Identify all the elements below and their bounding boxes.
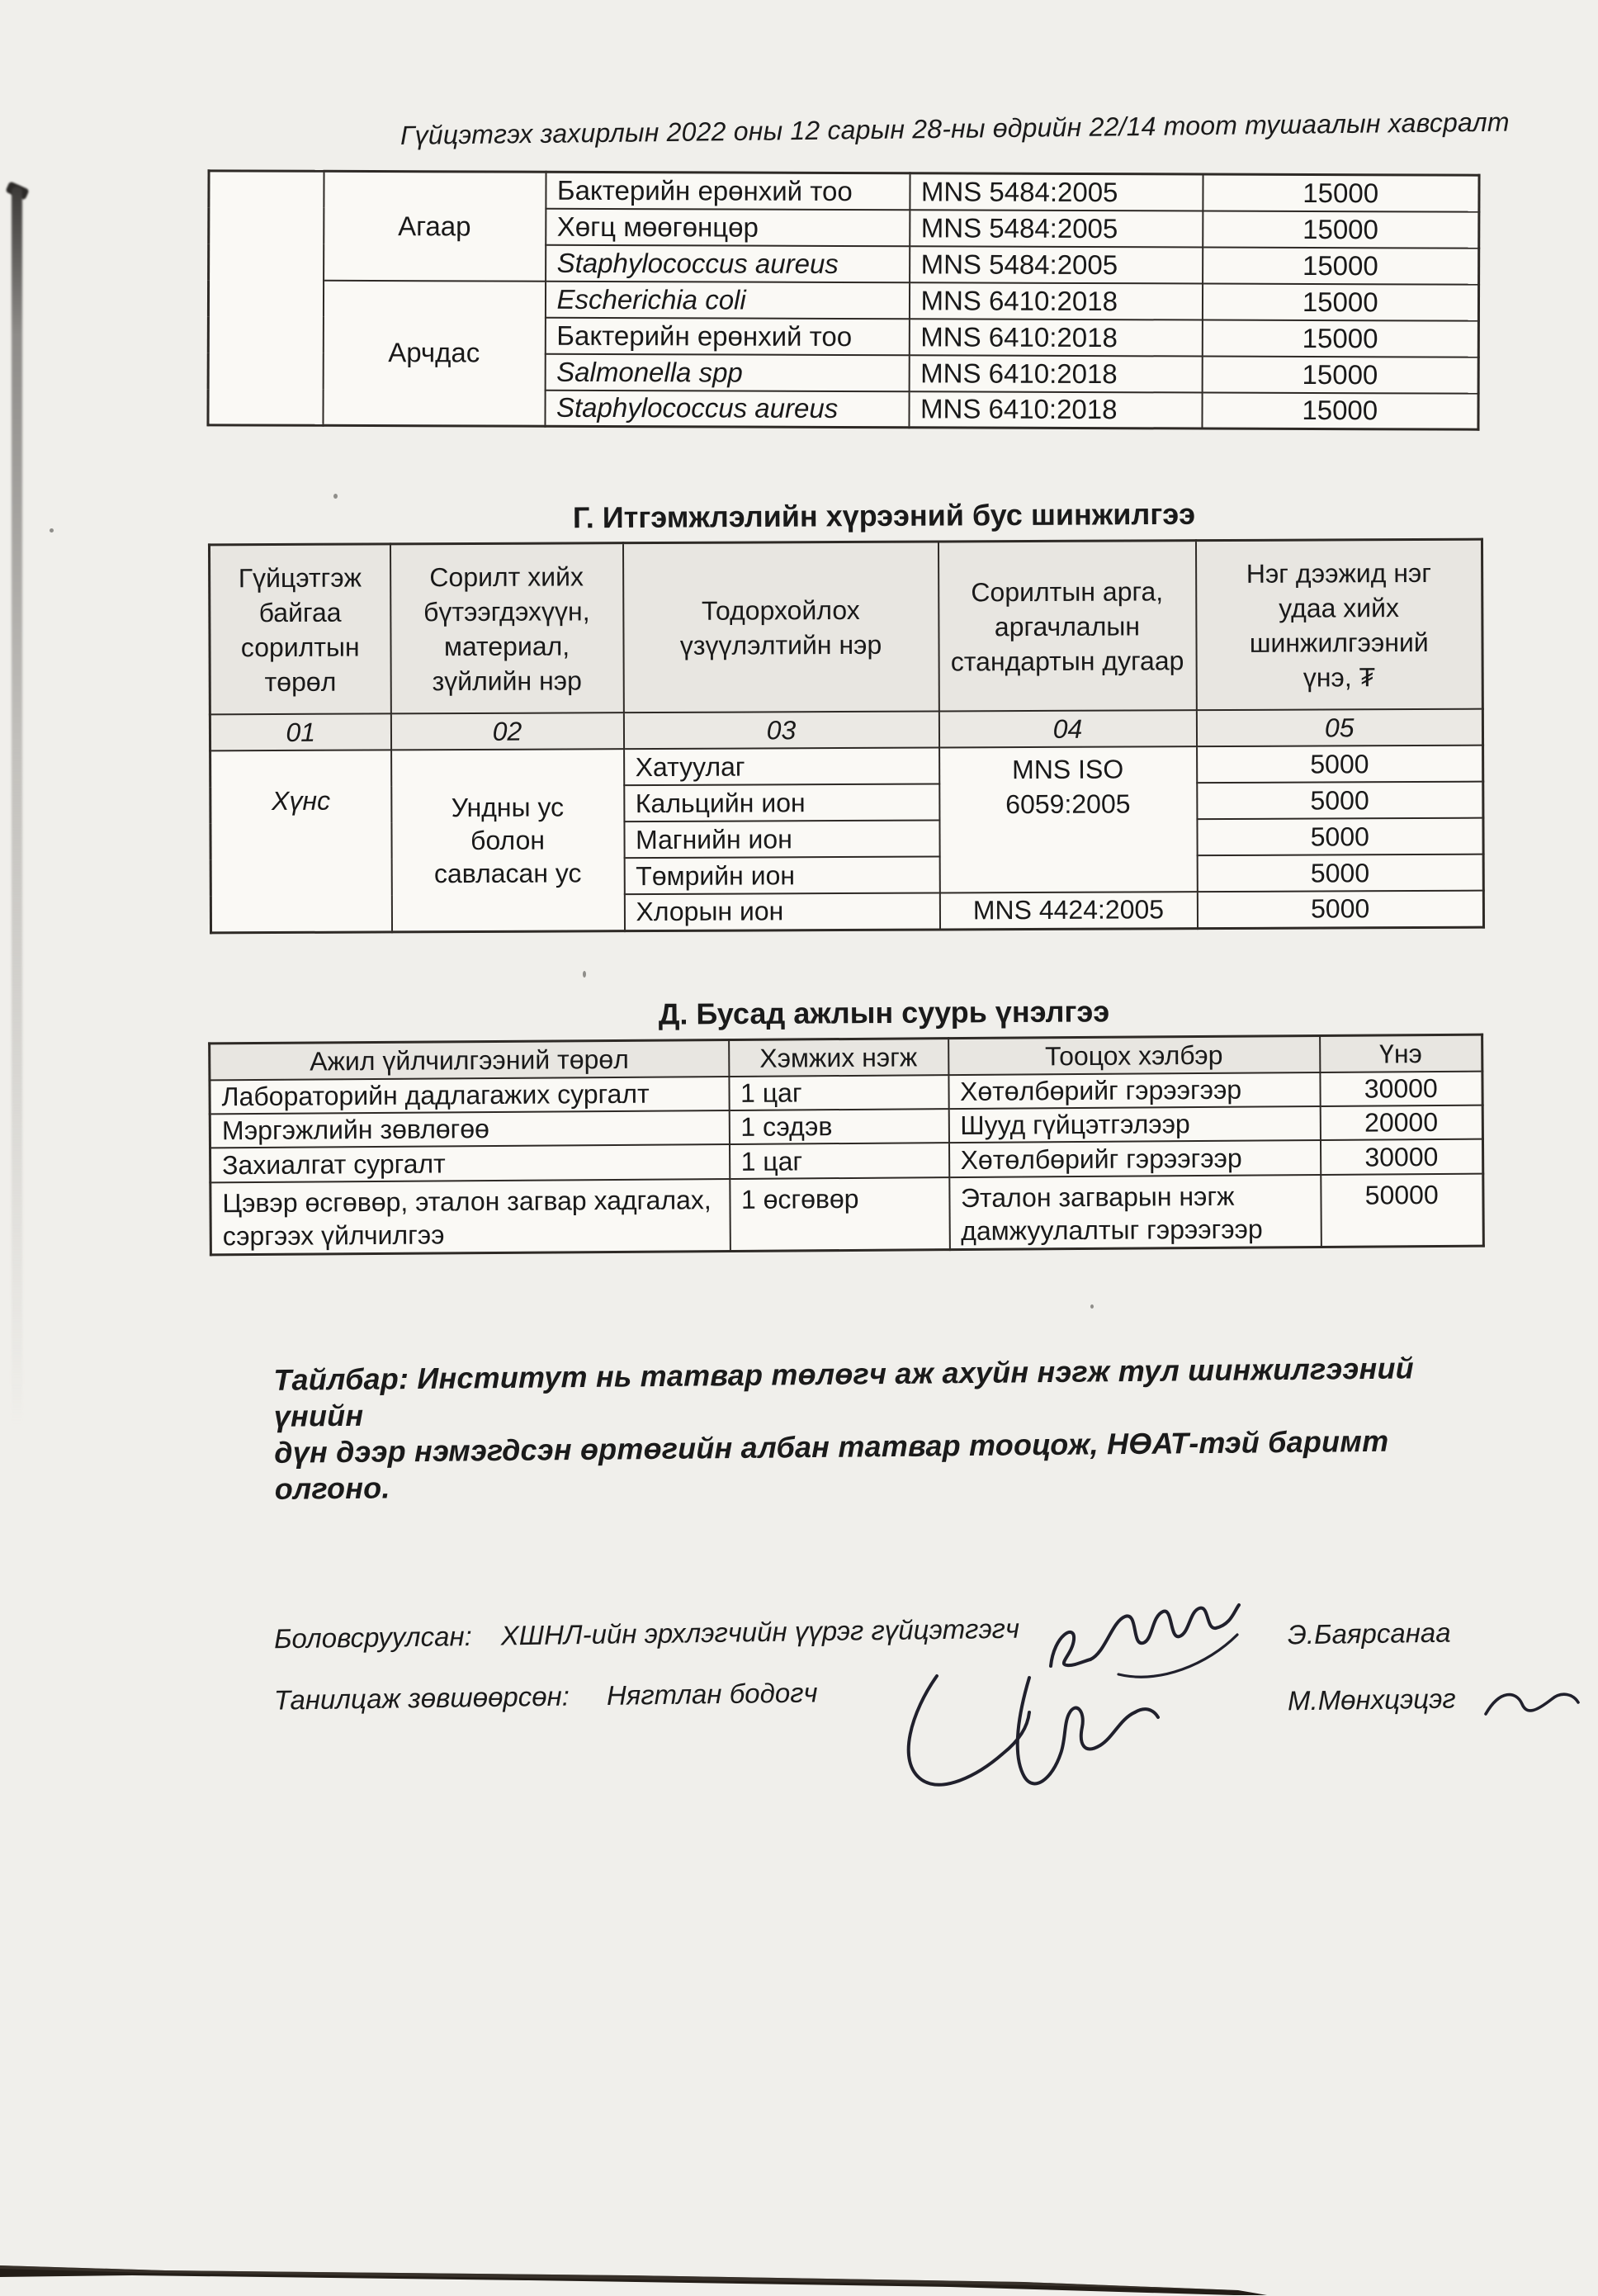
column-header-text: Нэг дээжид нэг удаа хийх шинжилгээний үнэ, ₮ [1246, 557, 1432, 693]
column-header: Сорилт хийх бүтээгдэхүүн, материал, зүйлийн нэр [390, 543, 623, 714]
group-label-cell: Арчдас [323, 280, 546, 426]
page-bottom-edge [0, 2229, 1598, 2296]
column-header: Тооцох хэлбэр [948, 1035, 1320, 1075]
parameter-cell: Магнийн ион [624, 821, 939, 859]
approved-role: Нягтлан бодогч [606, 1677, 818, 1711]
scan-speck [333, 494, 338, 499]
standard-cell: MNS 5484:2005 [910, 246, 1203, 283]
unit-cell: 1 сэдэв [729, 1109, 948, 1144]
unit-cell: 1 цаг [729, 1075, 948, 1110]
prepared-by-line [274, 1613, 1019, 1655]
column-number: 03 [623, 712, 938, 750]
standard-cell: MNS 6410:2018 [909, 355, 1202, 392]
price-cell: 30000 [1320, 1139, 1482, 1175]
test-name-cell: Бактерийн ерөнхий тоо [546, 172, 910, 210]
column-number-row [210, 709, 1482, 751]
approved-name: М.Мөнхцэцэг [1287, 1683, 1456, 1716]
standard-cell: MNS 6410:2018 [909, 391, 1202, 428]
service-cell: Захиалгат сургалт [210, 1144, 730, 1182]
sample-type-cell: Хүнс [210, 750, 392, 932]
table-continuation [206, 169, 1480, 430]
price-cell: 5000 [1197, 782, 1483, 820]
test-name-cell: Бактерийн ерөнхий тоо [545, 317, 909, 355]
scan-speck [50, 528, 54, 533]
price-cell: 15000 [1202, 356, 1478, 393]
scan-speck [583, 971, 586, 978]
price-cell: 15000 [1203, 174, 1479, 211]
signature-flourish [1479, 1681, 1586, 1729]
price-cell: 15000 [1202, 320, 1478, 357]
test-name-cell: Escherichia coli [545, 281, 909, 319]
price-cell: 5000 [1197, 746, 1483, 783]
test-name-cell: Salmonella spp [545, 353, 909, 391]
standard-cell: MNS 5484:2005 [910, 210, 1203, 247]
note-paragraph [273, 1349, 1513, 1508]
column-header: Сорилтын арга, аргачлалын стандартын дугаар [938, 541, 1196, 712]
column-number: 04 [938, 710, 1196, 747]
column-header: Үнэ [1320, 1034, 1482, 1072]
prepared-name: Э.Баярсанаа [1287, 1617, 1451, 1650]
method-cell: Эталон загварын нэгж дамжуулалтыг гэрээгээр [949, 1175, 1321, 1250]
method-cell: Хөтөлбөрийг гэрээгээр [948, 1072, 1320, 1109]
section-d-title: Д. Бусад ажлын суурь үнэлгээ [658, 994, 1110, 1031]
service-cell: Цэвэр өсгөвөр, эталон загвар хадгалах, сэргээх үйлчилгээ [210, 1179, 730, 1255]
column-number: 01 [210, 713, 390, 750]
parameter-cell: Хатуулаг [624, 748, 939, 786]
group-label-cell: Агаар [324, 171, 546, 281]
standard-cell: MNS 6410:2018 [909, 282, 1202, 320]
note-line: Тайлбар: Институт нь татвар төлөгч аж ахуйн нэгж тул шинжилгээний үнийн [273, 1351, 1415, 1433]
test-name-cell: Staphylococcus aureus [546, 244, 910, 282]
column-number: 02 [390, 712, 623, 750]
price-cell: 15000 [1203, 211, 1479, 248]
column-header: Тодорхойлох үзүүлэлтийн нэр [622, 542, 938, 712]
note-line: дүн дээр нэмэгдсэн өртөгийн албан татвар тооцож, НӨАТ-тэй баримт олгоно. [274, 1423, 1389, 1506]
price-cell: 5000 [1197, 891, 1483, 929]
method-cell: Шууд гүйцэтгэлээр [948, 1106, 1320, 1143]
table-row [210, 746, 1483, 788]
service-cell: Мэргэжлийн зөвлөгөө [210, 1110, 729, 1148]
material-text: Ундны ус болон савласан ус [433, 792, 582, 888]
method-cell: Хөтөлбөрийг гэрээгээр [948, 1140, 1320, 1177]
price-cell: 5000 [1197, 818, 1483, 856]
prepared-label: Боловсруулсан: [273, 1620, 473, 1655]
standard-cell: MNS 6410:2018 [909, 319, 1202, 356]
parameter-cell: Хлорын ион [624, 893, 939, 931]
table-row [210, 1174, 1484, 1255]
table-header-row [209, 539, 1482, 714]
column-number: 05 [1196, 709, 1482, 747]
price-cell: 15000 [1202, 392, 1478, 429]
unit-cell: 1 цаг [729, 1143, 948, 1179]
unit-cell: 1 өсгөвөр [730, 1177, 950, 1251]
test-name-cell: Staphylococcus aureus [545, 390, 909, 428]
service-cell: Лабораторийн дадлагажих сургалт [210, 1077, 729, 1114]
standard-merged-cell [939, 746, 1198, 892]
empty-spanning-cell [208, 171, 324, 425]
parameter-cell: Кальцийн ион [624, 784, 939, 822]
price-cell: 15000 [1203, 247, 1479, 284]
standard-line: MNS ISO [1012, 754, 1124, 785]
page-edge-shadow [12, 187, 22, 1425]
prepared-role: ХШНЛ-ийн эрхлэгчийн үүрэг гүйцэтгэгч [500, 1612, 1020, 1651]
column-header: Ажил үйлчилгээний төрөл [210, 1039, 729, 1080]
price-cell: 15000 [1202, 283, 1478, 320]
price-cell: 20000 [1320, 1105, 1482, 1140]
price-cell: 30000 [1320, 1072, 1482, 1106]
column-header: Хэмжих нэгж [729, 1039, 948, 1077]
non-accredited-tests-table [208, 538, 1485, 934]
price-cell: 50000 [1321, 1174, 1484, 1247]
standard-cell: MNS 4424:2005 [939, 892, 1197, 929]
column-header [1195, 539, 1482, 710]
approved-label: Танилцаж зөвшөөрсөн: [273, 1680, 570, 1716]
section-g-title: Г. Итгэмжлэлийн хүрээний бус шинжилгээ [572, 496, 1196, 535]
material-cell [391, 749, 625, 931]
test-name-cell: Хөгц мөөгөнцөр [546, 208, 910, 246]
table-row [208, 280, 1478, 320]
parameter-cell: Төмрийн ион [624, 857, 939, 895]
approved-by-line [274, 1677, 818, 1716]
price-cell: 5000 [1197, 854, 1483, 892]
scan-speck [1090, 1304, 1094, 1309]
other-services-table [208, 1034, 1485, 1257]
column-header: Гүйцэтгэж байгаа сорилтын төрөл [209, 544, 390, 714]
page-header-note: Гүйцэтгэх захирлын 2022 оны 12 сарын 28-ны өдрийн 22/14 тоот тушаалын хавсралт [400, 107, 1510, 150]
standard-cell: MNS 5484:2005 [910, 173, 1203, 211]
signature-approved [887, 1661, 1193, 1806]
table-row [209, 171, 1479, 211]
standard-line: 6059:2005 [1005, 788, 1131, 820]
